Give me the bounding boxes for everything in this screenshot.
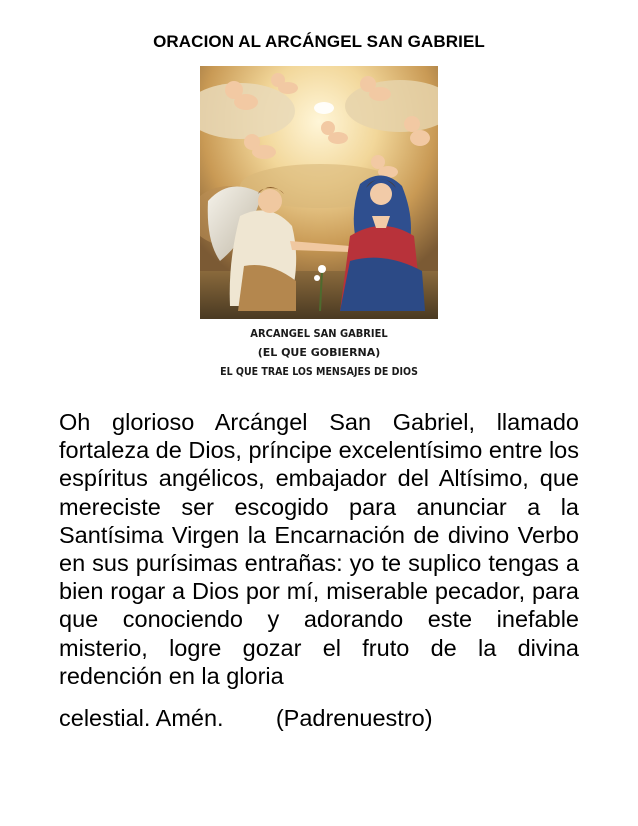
caption-line-name: ARCANGEL SAN GABRIEL xyxy=(250,327,388,340)
prayer-text: Oh glorioso Arcángel San Gabriel, llamado fortaleza de Dios, príncipe excelentísimo entre los espíritus angélicos, embajador del Altísimo, que mereciste ser escogido para anunciar a la Santísima Virgen la Encarnación de divino Verbo en sus purísimas entrañas: yo te suplico tengas a bien rogar a Dios por mí, miserable pecador, para que conociendo y adorando este inefable misterio, logre gozar el fruto de la divina redención en la gloria xyxy=(59,409,579,689)
caption-line-meaning: (EL QUE GOBIERNA) xyxy=(257,346,381,359)
page-title: ORACION AL ARCÁNGEL SAN GABRIEL xyxy=(153,32,485,51)
image-caption xyxy=(196,324,442,381)
prayer-closing: celestial. Amén. (Padrenuestro) xyxy=(59,705,433,731)
annunciation-painting xyxy=(200,66,438,319)
caption-line-role: EL QUE TRAE LOS MENSAJES DE DIOS xyxy=(220,365,418,378)
illustration-figure xyxy=(196,66,442,388)
